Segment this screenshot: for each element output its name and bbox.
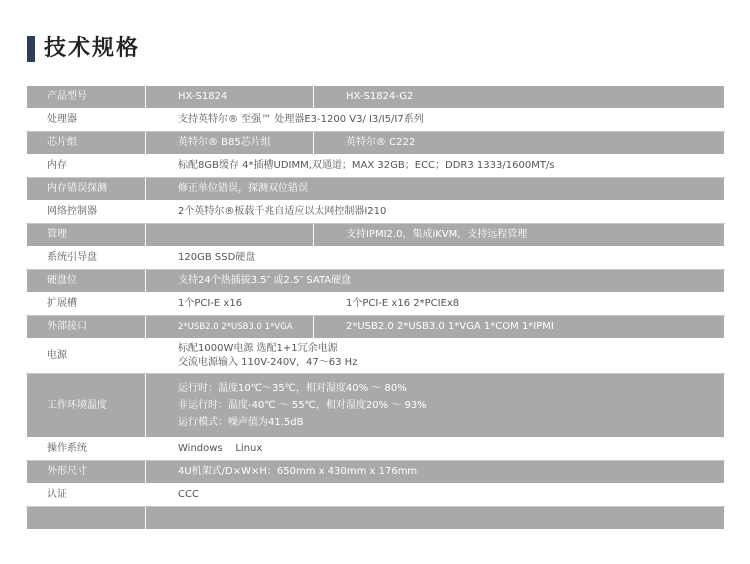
cell-line: 非运行时：温度-40℃ ～ 55℃，相对湿度20% ～ 93% xyxy=(178,400,427,411)
table-row xyxy=(27,201,725,224)
title-accent-bar xyxy=(27,36,35,62)
cell-value: HX-S1824 xyxy=(146,86,314,109)
cell-value: 2*USB2.0 2*USB3.0 1*VGA 1*COM 1*IPMI xyxy=(314,316,725,339)
cell-line: 交流电源输入 110V-240V，47～63 Hz xyxy=(178,357,358,368)
table-row xyxy=(27,178,725,201)
cell-value: 修正单位错误，探测双位错误 xyxy=(146,178,725,201)
table-row xyxy=(27,374,725,438)
cell-value: HX-S1824-G2 xyxy=(314,86,725,109)
cell-value: 1个PCI-E x16 xyxy=(146,293,314,316)
row-label: 扩展槽 xyxy=(27,293,146,316)
cell-value: 英特尔® B85芯片组 xyxy=(146,132,314,155)
row-label: 工作环境温度 xyxy=(27,374,146,438)
cell-line: 运行模式：噪声值为41.5dB xyxy=(178,417,304,428)
cell-value: 支持IPMI2.0，集成iKVM，支持远程管理 xyxy=(314,224,725,247)
table-row xyxy=(27,339,725,374)
row-label: 处理器 xyxy=(27,109,146,132)
cell-value: 2*USB2.0 2*USB3.0 1*VGA xyxy=(146,316,314,339)
cell-value: 120GB SSD硬盘 xyxy=(146,247,725,270)
table-row xyxy=(27,293,725,316)
table-row xyxy=(27,507,725,530)
row-label: 网络控制器 xyxy=(27,201,146,224)
row-label: 管理 xyxy=(27,224,146,247)
table-row xyxy=(27,109,725,132)
cell-value: 支持24个热插拔3.5″ 或2.5″ SATA硬盘 xyxy=(146,270,725,293)
table-row xyxy=(27,155,725,178)
cell-value: 2个英特尔®板载千兆自适应以太网控制器I210 xyxy=(146,201,725,224)
row-label: 认证 xyxy=(27,484,146,507)
cell-value xyxy=(146,374,725,438)
table-row xyxy=(27,438,725,461)
row-label: 硬盘位 xyxy=(27,270,146,293)
row-label: 内存 xyxy=(27,155,146,178)
table-row xyxy=(27,316,725,339)
page-title: 技术规格 xyxy=(44,36,141,61)
row-label: 外部接口 xyxy=(27,316,146,339)
cell-value: 支持英特尔® 至强™ 处理器E3-1200 V3/ I3/I5/I7系列 xyxy=(146,109,725,132)
row-label: 外形尺寸 xyxy=(27,461,146,484)
cell-value: Windows Linux xyxy=(146,438,725,461)
cell-line: 标配1000W电源 选配1+1冗余电源 xyxy=(178,343,338,354)
cell-value: 标配8GB缓存 4*插槽UDIMM,双通道；MAX 32GB；ECC；DDR3 1333/1600MT/s xyxy=(146,155,725,178)
table-row xyxy=(27,484,725,507)
cell-value: 4U机架式/D×W×H：650mm x 430mm x 176mm xyxy=(146,461,725,484)
row-label: 操作系统 xyxy=(27,438,146,461)
cell-value xyxy=(146,507,725,530)
table-row xyxy=(27,132,725,155)
row-label: 产品型号 xyxy=(27,86,146,109)
cell-value xyxy=(146,339,725,374)
row-label xyxy=(27,507,146,530)
row-label: 芯片组 xyxy=(27,132,146,155)
row-label: 内存错误探测 xyxy=(27,178,146,201)
spec-table xyxy=(26,85,725,530)
row-label: 系统引导盘 xyxy=(27,247,146,270)
table-row xyxy=(27,247,725,270)
table-row xyxy=(27,86,725,109)
table-row xyxy=(27,224,725,247)
cell-value: 英特尔® C222 xyxy=(314,132,725,155)
table-row xyxy=(27,270,725,293)
table-row xyxy=(27,461,725,484)
cell-value: 1个PCI-E x16 2*PCIEx8 xyxy=(314,293,725,316)
cell-line: 运行时：温度10℃～35℃，相对湿度40% ～ 80% xyxy=(178,383,407,394)
cell-value xyxy=(146,224,314,247)
row-label: 电源 xyxy=(27,339,146,374)
cell-value: CCC xyxy=(146,484,725,507)
